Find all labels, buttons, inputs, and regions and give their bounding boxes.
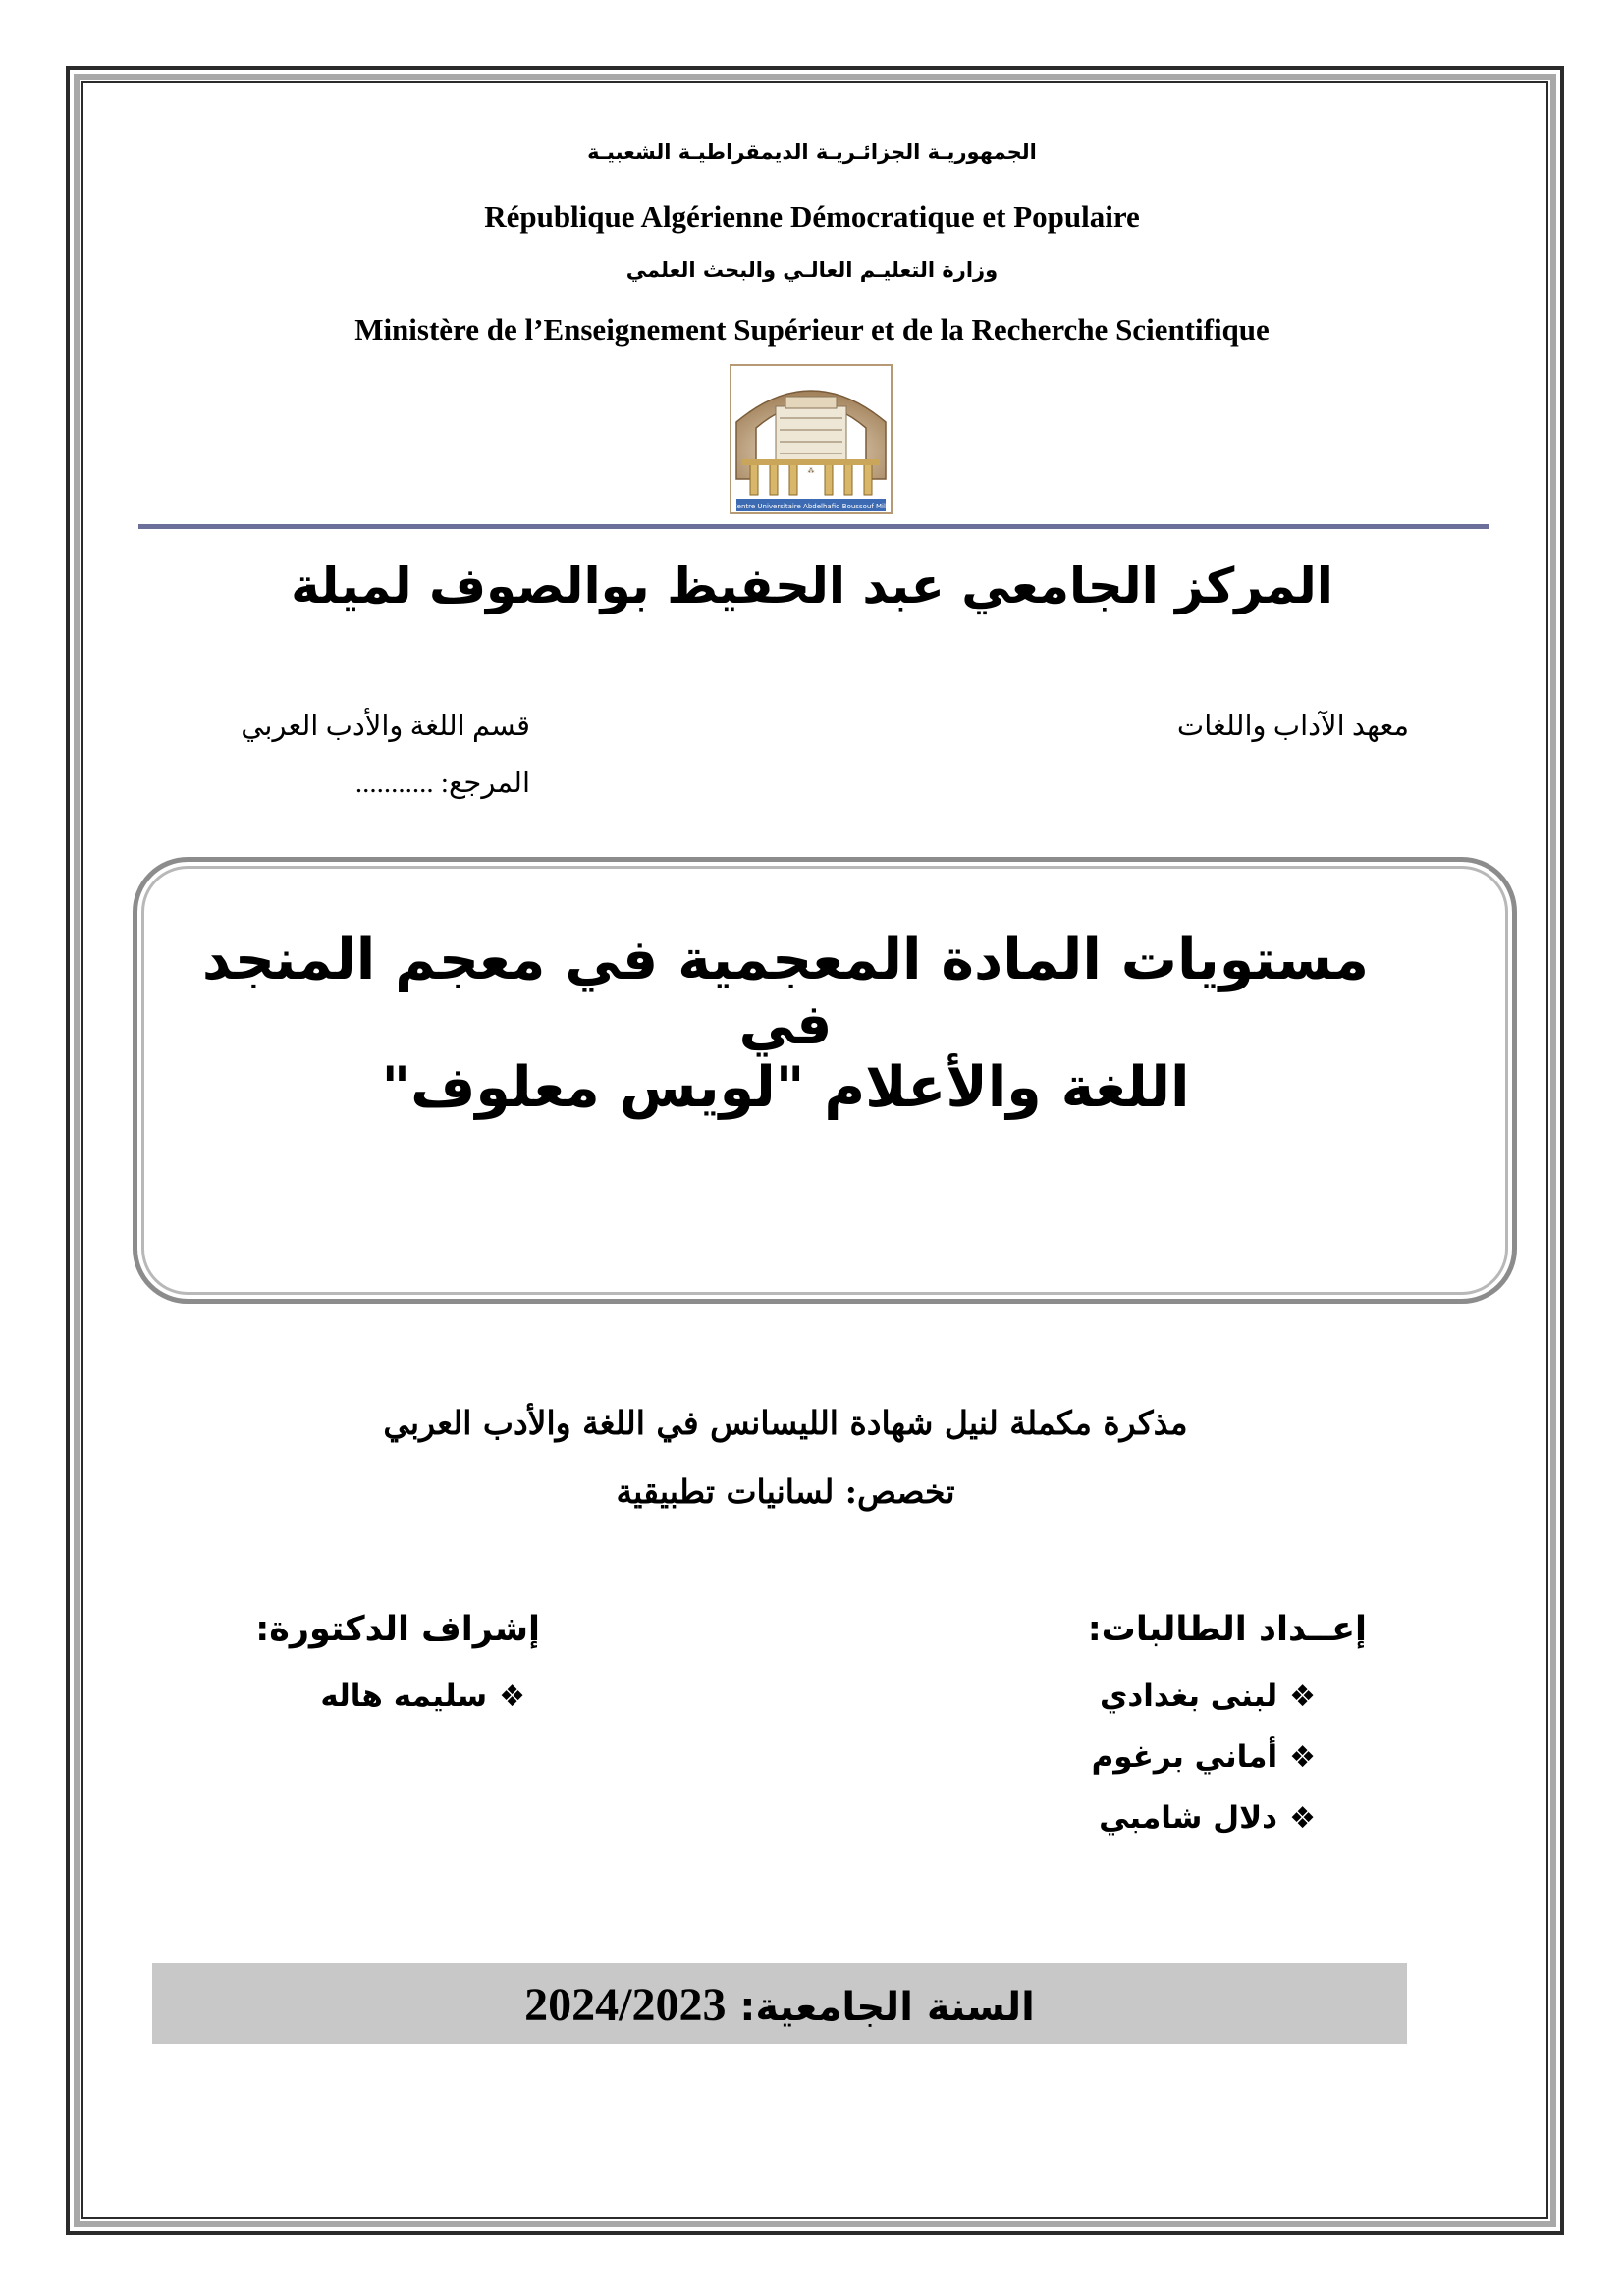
svg-text:⁂: ⁂ [807, 467, 815, 475]
ministry-arabic: وزارة التعليـم العالـي والبحث العلمي [625, 258, 999, 282]
academic-year-label: السنة الجامعية: [739, 1985, 1035, 2030]
thesis-purpose: مذكرة مكملة لنيل شهادة الليسانس في اللغة والأدب العربي [383, 1404, 1188, 1442]
university-center-name: المركز الجامعي عبد الحفيظ بوالصوف لميلة [291, 558, 1333, 614]
logo-caption: Centre Universitaire Abdelhafid Boussouf Mila [731, 503, 891, 510]
academic-year-value: 2024/2023 [524, 1979, 727, 2031]
thesis-title-line-2: اللغة والأعلام "لويس معلوف" [381, 1055, 1190, 1120]
reference-label: المرجع: ........... [354, 768, 530, 799]
university-logo [729, 363, 893, 515]
institute-label: معهد الآداب واللغات [1176, 711, 1409, 742]
bullet-icon: ❖ [1289, 1801, 1316, 1836]
student-name-2: ❖أماني برغوم [1091, 1739, 1316, 1775]
student-name-1: ❖لبنى بغدادي [1099, 1679, 1316, 1714]
department-label: قسم اللغة والأدب العربي [241, 711, 530, 742]
republic-french: République Algérienne Démocratique et Populaire [484, 199, 1140, 234]
republic-arabic: الجمهوريـة الجزائـريـة الديمقراطيـة الشعبيـة [587, 140, 1037, 164]
supervisor-heading: إشراف الدكتورة: [255, 1610, 540, 1649]
supervisor-name: ❖سليمه هاله [320, 1679, 525, 1714]
student-name-3: ❖دلال شامبي [1099, 1800, 1316, 1836]
bullet-icon: ❖ [1289, 1740, 1316, 1775]
ministry-french: Ministère de l’Enseignement Supérieur et de la Recherche Scientifique [354, 312, 1270, 347]
students-heading: إعــداد الطالبات: [1087, 1610, 1367, 1649]
thesis-specialty: تخصص: لسانيات تطبيقية [616, 1472, 955, 1511]
academic-year [152, 1978, 1407, 2032]
bullet-icon: ❖ [499, 1680, 525, 1714]
bullet-icon: ❖ [1289, 1680, 1316, 1714]
header-rule [138, 524, 1489, 529]
thesis-title-line-1: مستويات المادة المعجمية في معجم المنجد في [201, 928, 1370, 1057]
